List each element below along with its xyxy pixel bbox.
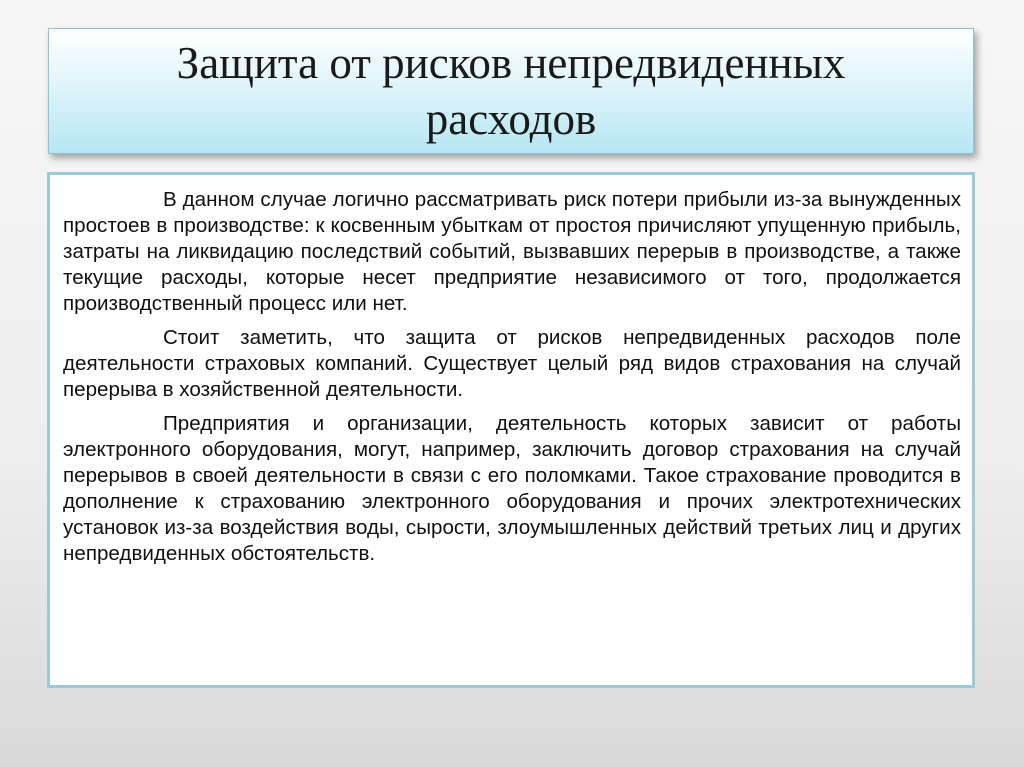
paragraph-1: В данном случае логично рассматривать риск потери прибыли из-за вынужденных простоев в производстве: к косвенным убыткам от простоя причисляют упущенную прибыль, затраты на ликвидацию последствий событий, вызвавших перерыв в производстве, а также текущие расходы, которые несет предприятие независимого от того, продолжается производственный процесс или нет. xyxy=(63,188,961,315)
paragraph-2: Стоит заметить, что защита от рисков непредвиденных расходов поле деятельности страховых компаний. Существует целый ряд видов страхования на случай перерыва в хозяйственной деятельности. xyxy=(63,326,961,401)
slide-title: Защита от рисков непредвиденных расходов xyxy=(176,38,846,144)
title-box xyxy=(48,28,974,154)
content-box xyxy=(47,172,975,688)
paragraph-3: Предприятия и организации, деятельность которых зависит от работы электронного оборудования, могут, например, заключить договор страхования на случай перерывов в своей деятельности в связи с его поломками. Такое страхование проводится в дополнение к страхованию электронного оборудования и прочих электротехнических установок из-за воздействия воды, сырости, злоумышленных действий третьих лиц и других непредвиденных обстоятельств. xyxy=(63,412,961,565)
